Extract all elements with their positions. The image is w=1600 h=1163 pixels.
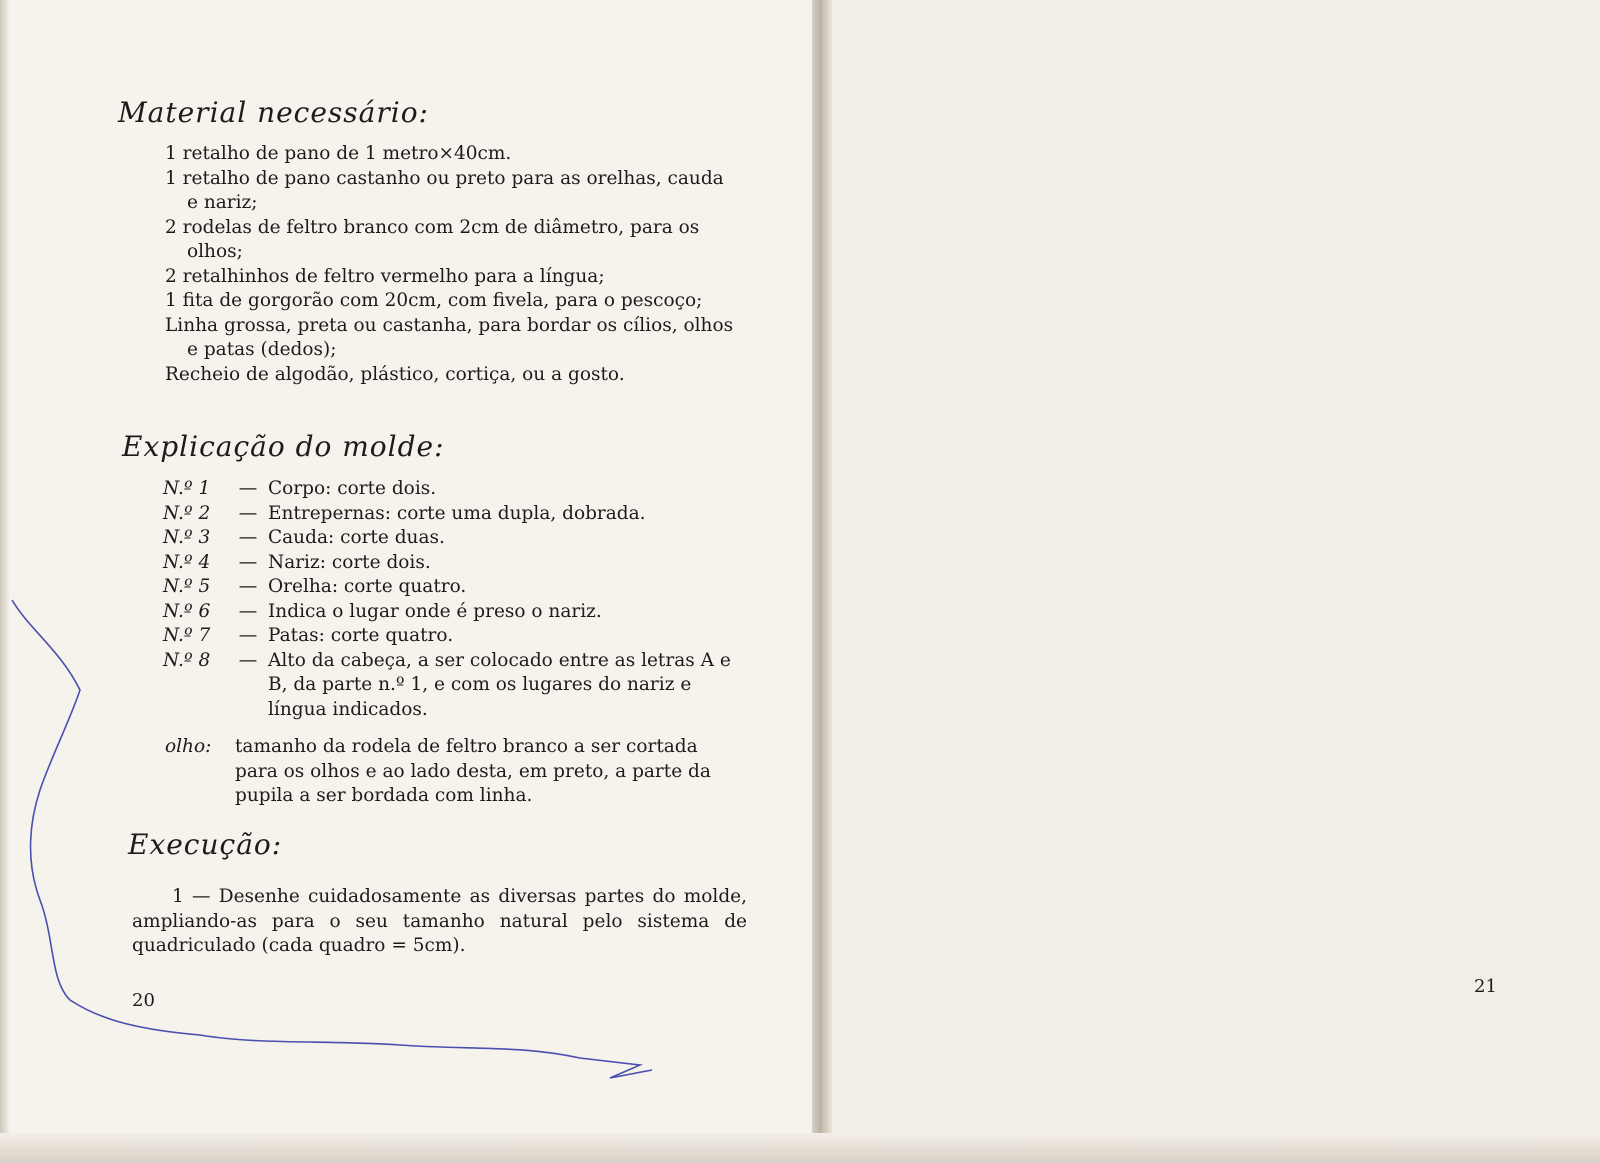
right-page [822, 0, 1600, 1163]
legend-number: N.º 7 [163, 625, 211, 646]
pen-line [12, 600, 652, 1078]
legend-text: Cauda: corte duas. [268, 527, 445, 548]
material-heading: Material necessário: [118, 96, 429, 129]
legend-number: N.º 3 [163, 527, 211, 548]
olho-label: olho: [165, 736, 212, 757]
list-item: 1 fita de gorgorão com 20cm, com fivela, para o pescoço; [165, 290, 703, 311]
list-item: 2 rodelas de feltro branco com 2cm de diâmetro, para os olhos; [165, 216, 700, 262]
dash: — [238, 478, 258, 499]
legend-text: Patas: corte quatro. [268, 625, 454, 646]
dash: — [238, 625, 258, 646]
legend-text: Orelha: corte quatro. [268, 576, 467, 597]
dash: — [238, 600, 258, 622]
molde-heading: Explicação do molde: [122, 430, 445, 463]
list-item: 1 retalho de pano de 1 metro×40cm. [165, 143, 512, 164]
dash: — [238, 527, 258, 548]
book-gutter [812, 0, 832, 1163]
legend-number: N.º 4 [163, 551, 211, 573]
page-number-left: 20 [132, 990, 155, 1011]
list-item: Recheio de algodão, plástico, cortiça, ou a gosto. [165, 363, 625, 385]
legend-text: Indica o lugar onde é preso o nariz. [268, 600, 602, 622]
execucao-heading: Execução: [128, 828, 283, 861]
dash: — [238, 551, 258, 573]
list-item: 2 retalhinhos de feltro vermelho para a língua; [165, 265, 605, 287]
page-bottom-edge [0, 1133, 1600, 1163]
dash: — [238, 576, 258, 597]
legend-number: N.º 1 [163, 478, 211, 499]
olho-text: tamanho da rodela de feltro branco a ser cortada para os olhos e ao lado desta, em preto, a parte da pupila a ser bordada com linha. [235, 736, 711, 806]
step-1-text: 1 — Desenhe cuidadosamente as diversas partes do molde, ampliando-as para o seu tamanho natural pelo sistema de quadriculado (cada quadro = 5cm). [132, 886, 747, 956]
page-number-right: 21 [1474, 976, 1497, 997]
legend-text: Alto da cabeça, a ser colocado entre as letras A e B, da parte n.º 1, e com os lugares do nariz e língua indicados. [268, 649, 731, 720]
list-item: Linha grossa, preta ou castanha, para bordar os cílios, olhos e patas (dedos); [165, 314, 734, 360]
legend-text: Entrepernas: corte uma dupla, dobrada. [268, 502, 646, 524]
legend-number: N.º 6 [163, 600, 211, 622]
legend-number: N.º 5 [163, 576, 211, 597]
legend-text: Nariz: corte dois. [268, 551, 431, 573]
legend-number: N.º 8 [163, 649, 211, 671]
dash: — [238, 649, 258, 671]
legend-text: Corpo: corte dois. [268, 478, 437, 499]
dash: — [238, 502, 258, 524]
legend-number: N.º 2 [163, 502, 211, 524]
list-item: 1 retalho de pano castanho ou preto para as orelhas, cauda e nariz; [165, 167, 724, 213]
